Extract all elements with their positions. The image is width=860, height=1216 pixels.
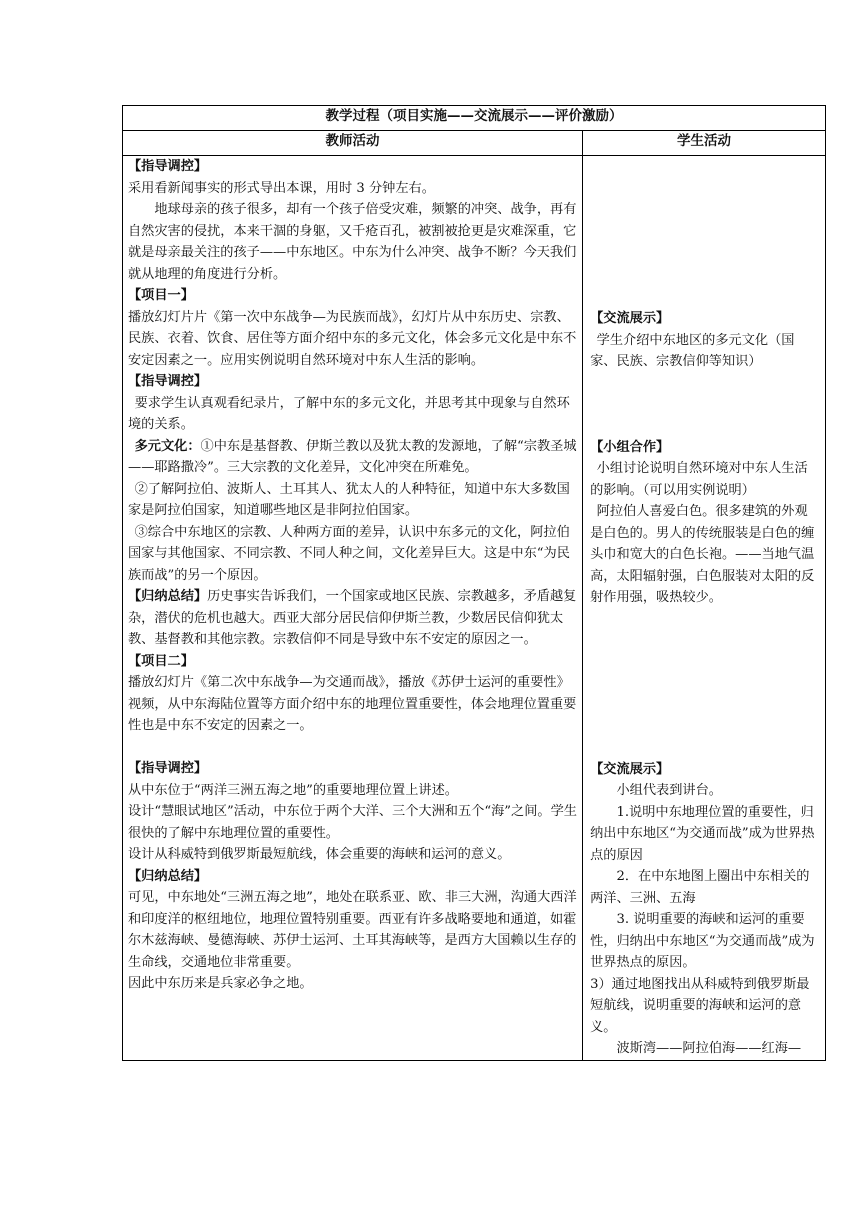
teacher-heading: 【归纳总结】 [128,868,208,884]
teacher-paragraph: 设计“慧眼试地区”活动，中东位于两个大洋、三个大洲和五个“海”之间。学生很快的了解中东地理位置的重要性。 [128,804,577,841]
student-heading: 【交流展示】 [590,311,670,326]
teacher-paragraph: ②了解阿拉伯、波斯人、土耳其人、犹太人的人种特征，知道中东大多数国家是阿拉伯国家，知道哪些地区是非阿拉伯国家。 [128,481,570,518]
teacher-paragraph: 采用看新闻事实的形式导出本课，用时 3 分钟左右。 [128,180,435,196]
teacher-paragraph: 地球母亲的孩子很多，却有一个孩子倍受灾难，频繁的冲突、战争，再有自然灾害的侵扰，本来干涸的身躯，又千疮百孔，被割被抢更是灾难深重，它就是母亲最关注的孩子——中东地区。中东为什么冲突、战争不断？今天我们就从地理的角度进行分析。 [128,202,577,282]
student-paragraph: 学生介绍中东地区的多元文化（国家、民族、宗教信仰等知识） [590,332,795,369]
teacher-paragraph: 设计从科威特到俄罗斯最短航线，体会重要的海峡和运河的意义。 [128,847,511,862]
student-paragraph: 小组讨论说明自然环境对中东人生活的影响。（可以用实例说明） [590,461,808,498]
multicultural-text: ①中东是基督教、伊斯兰教以及犹太教的发源地，了解“宗教圣城——耶路撒冷”。三大宗教的文化差异，文化冲突在所难免。 [128,438,577,475]
teacher-paragraph: 播放幻灯片片《第一次中东战争—为民族而战》，幻灯片从中东历史、宗教、民族、衣着、饮食、居住等方面介绍中东的多元文化，体会多元文化是中东不安定因素之一。应用实例说明自然环境对中东人生活的影响。 [128,309,577,368]
student-paragraph: 阿拉伯人喜爱白色。很多建筑的外观是白色的。男人的传统服装是白色的缠头巾和宽大的白色长袍。——当地气温高，太阳辐射强，白色服装对太阳的反射作用强，吸热较少。 [590,504,815,605]
student-heading: 【交流展示】 [590,761,670,777]
table-title: 教学过程（项目实施——交流展示——评价激励） [123,106,826,131]
teacher-heading: 【项目二】 [128,653,194,669]
teacher-heading: 【指导调控】 [128,374,208,389]
multicultural-label: 多元文化： [134,438,201,454]
student-heading: 【小组合作】 [590,439,670,455]
teacher-paragraph: ③综合中东地区的宗教、人种两方面的差异，认识中东多元的文化，阿拉伯国家与其他国家、不同宗教、不同人种之间，文化差异巨大。这是中东“为民族而战”的另一个原因。 [128,524,570,583]
lesson-process-table [122,105,826,1061]
teacher-paragraph: 要求学生认真观看纪录片，了解中东的多元文化，并思考其中现象与自然环境的关系。 [128,395,570,432]
teacher-paragraph [128,436,577,479]
teacher-paragraph: 从中东位于“两洋三洲五海之地”的重要地理位置上讲述。 [128,782,458,798]
student-paragraph: 波斯湾——阿拉伯海——红海— [616,1041,802,1056]
student-activity-header: 学生活动 [583,131,826,156]
student-paragraph: 3）通过地图找出从科威特到俄罗斯最短航线，说明重要的海峡和运河的意义。 [590,976,810,1035]
student-paragraph: 3. 说明重要的海峡和运河的重要性，归纳出中东地区“为交通而战”成为世界热点的原因。 [590,912,815,970]
student-activity-cell [583,156,826,1061]
teacher-paragraph: 播放幻灯片《第二次中东战争—为交通而战》，播放《苏伊士运河的重要性》视频，从中东海陆位置等方面介绍中东的地理位置重要性，体会地理位置重要性也是中东不安定的因素之一。 [128,675,577,733]
teacher-paragraph: 可见，中东地处“三洲五海之地”，地处在联系亚、欧、非三大洲，沟通大西洋和印度洋的枢纽地位，地理位置特别重要。西亚有许多战略要地和通道，如霍尔木兹海峡、曼德海峡、苏伊士运河、土耳其海峡等，是西方大国赖以生存的生命线，交通地位非常重要。 [128,890,577,970]
teacher-heading: 【指导调控】 [128,761,208,776]
teacher-heading: 【指导调控】 [128,159,208,174]
teacher-activity-header: 教师活动 [123,131,583,156]
teacher-activity-cell [123,156,583,1061]
summary-label: 【归纳总结】 [128,589,208,604]
summary-text: 历史事实告诉我们，一个国家或地区民族、宗教越多，矛盾越复杂，潜伏的危机也越大。西亚大部分居民信仰伊斯兰教，少数居民信仰犹太教、基督教和其他宗教。宗教信仰不同是导致中东不安定的原因之一。 [128,589,577,647]
teacher-heading: 【项目一】 [128,288,194,303]
student-paragraph: 1.说明中东地理位置的重要性，归纳出中东地区“为交通而战”成为世界热点的原因 [590,804,815,863]
teacher-paragraph [128,586,577,651]
teacher-paragraph: 因此中东历来是兵家必争之地。 [128,976,313,991]
student-paragraph: 2．在中东地图上圈出中东相关的两洋、三洲、五海 [590,869,810,906]
student-paragraph: 小组代表到讲台。 [616,783,722,798]
